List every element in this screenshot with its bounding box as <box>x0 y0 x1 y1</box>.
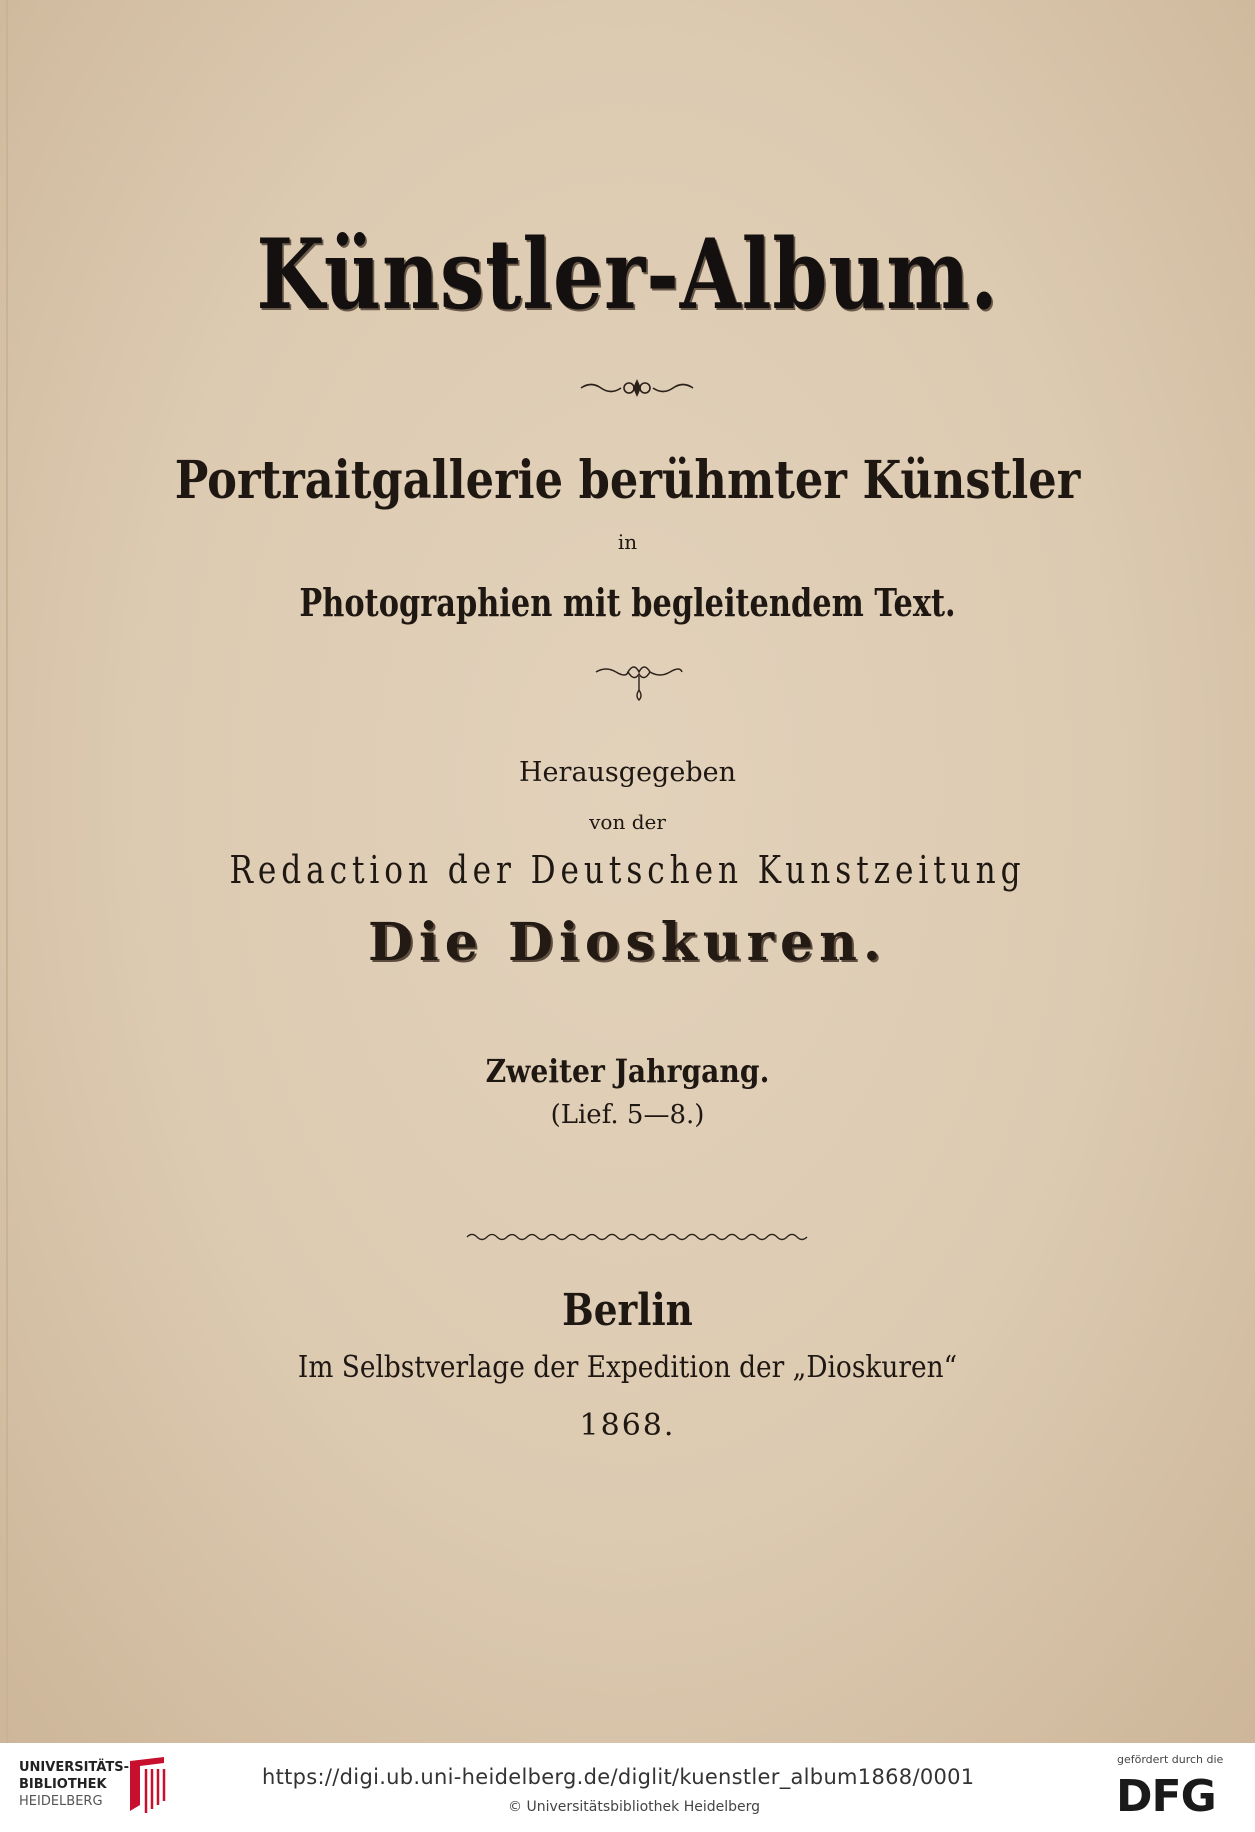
von-der: von der <box>589 810 666 834</box>
imprint-publisher: Im Selbstverlage der Expedition der „Dioskuren“ <box>297 1350 958 1385</box>
library-name-line1: UNIVERSITÄTS- <box>19 1760 129 1775</box>
copyright-notice: © Universitätsbibliothek Heidelberg <box>508 1799 761 1815</box>
permalink-url[interactable]: https://digi.ub.uni-heidelberg.de/diglit/kuenstler_album1868/0001 <box>262 1765 975 1789</box>
wavy-divider-icon <box>465 1230 815 1244</box>
connector-in: in <box>617 530 638 554</box>
book-title: Künstler-Album. <box>256 218 999 331</box>
library-logo-text <box>19 1759 129 1810</box>
subtitle: Portraitgallerie berühmter Künstler <box>174 450 1081 511</box>
volume-label: Zweiter Jahrgang. <box>485 1052 770 1090</box>
redaction-line: Redaction der Deutschen Kunstzeitung <box>229 848 1026 892</box>
journal-title: Die Dioskuren. <box>367 912 888 973</box>
library-name-line2: BIBLIOTHEK <box>19 1777 107 1792</box>
issue-range: (Lief. 5—8.) <box>550 1100 705 1130</box>
imprint-place: Berlin <box>562 1285 693 1336</box>
ornament-top-icon <box>577 375 697 401</box>
page-edge <box>6 0 8 1743</box>
herausgegeben: Herausgegeben <box>519 757 736 788</box>
dfg-logo: DFG <box>1116 1771 1216 1822</box>
ornament-middle-icon <box>594 660 684 706</box>
library-logo-icon <box>124 1755 174 1817</box>
funding-label: gefördert durch die <box>1117 1753 1224 1766</box>
library-name-line3: HEIDELBERG <box>19 1794 103 1809</box>
library-footer <box>0 1743 1255 1832</box>
imprint-year: 1868. <box>579 1408 676 1443</box>
subtitle-photographs: Photographien mit begleitendem Text. <box>299 580 956 625</box>
